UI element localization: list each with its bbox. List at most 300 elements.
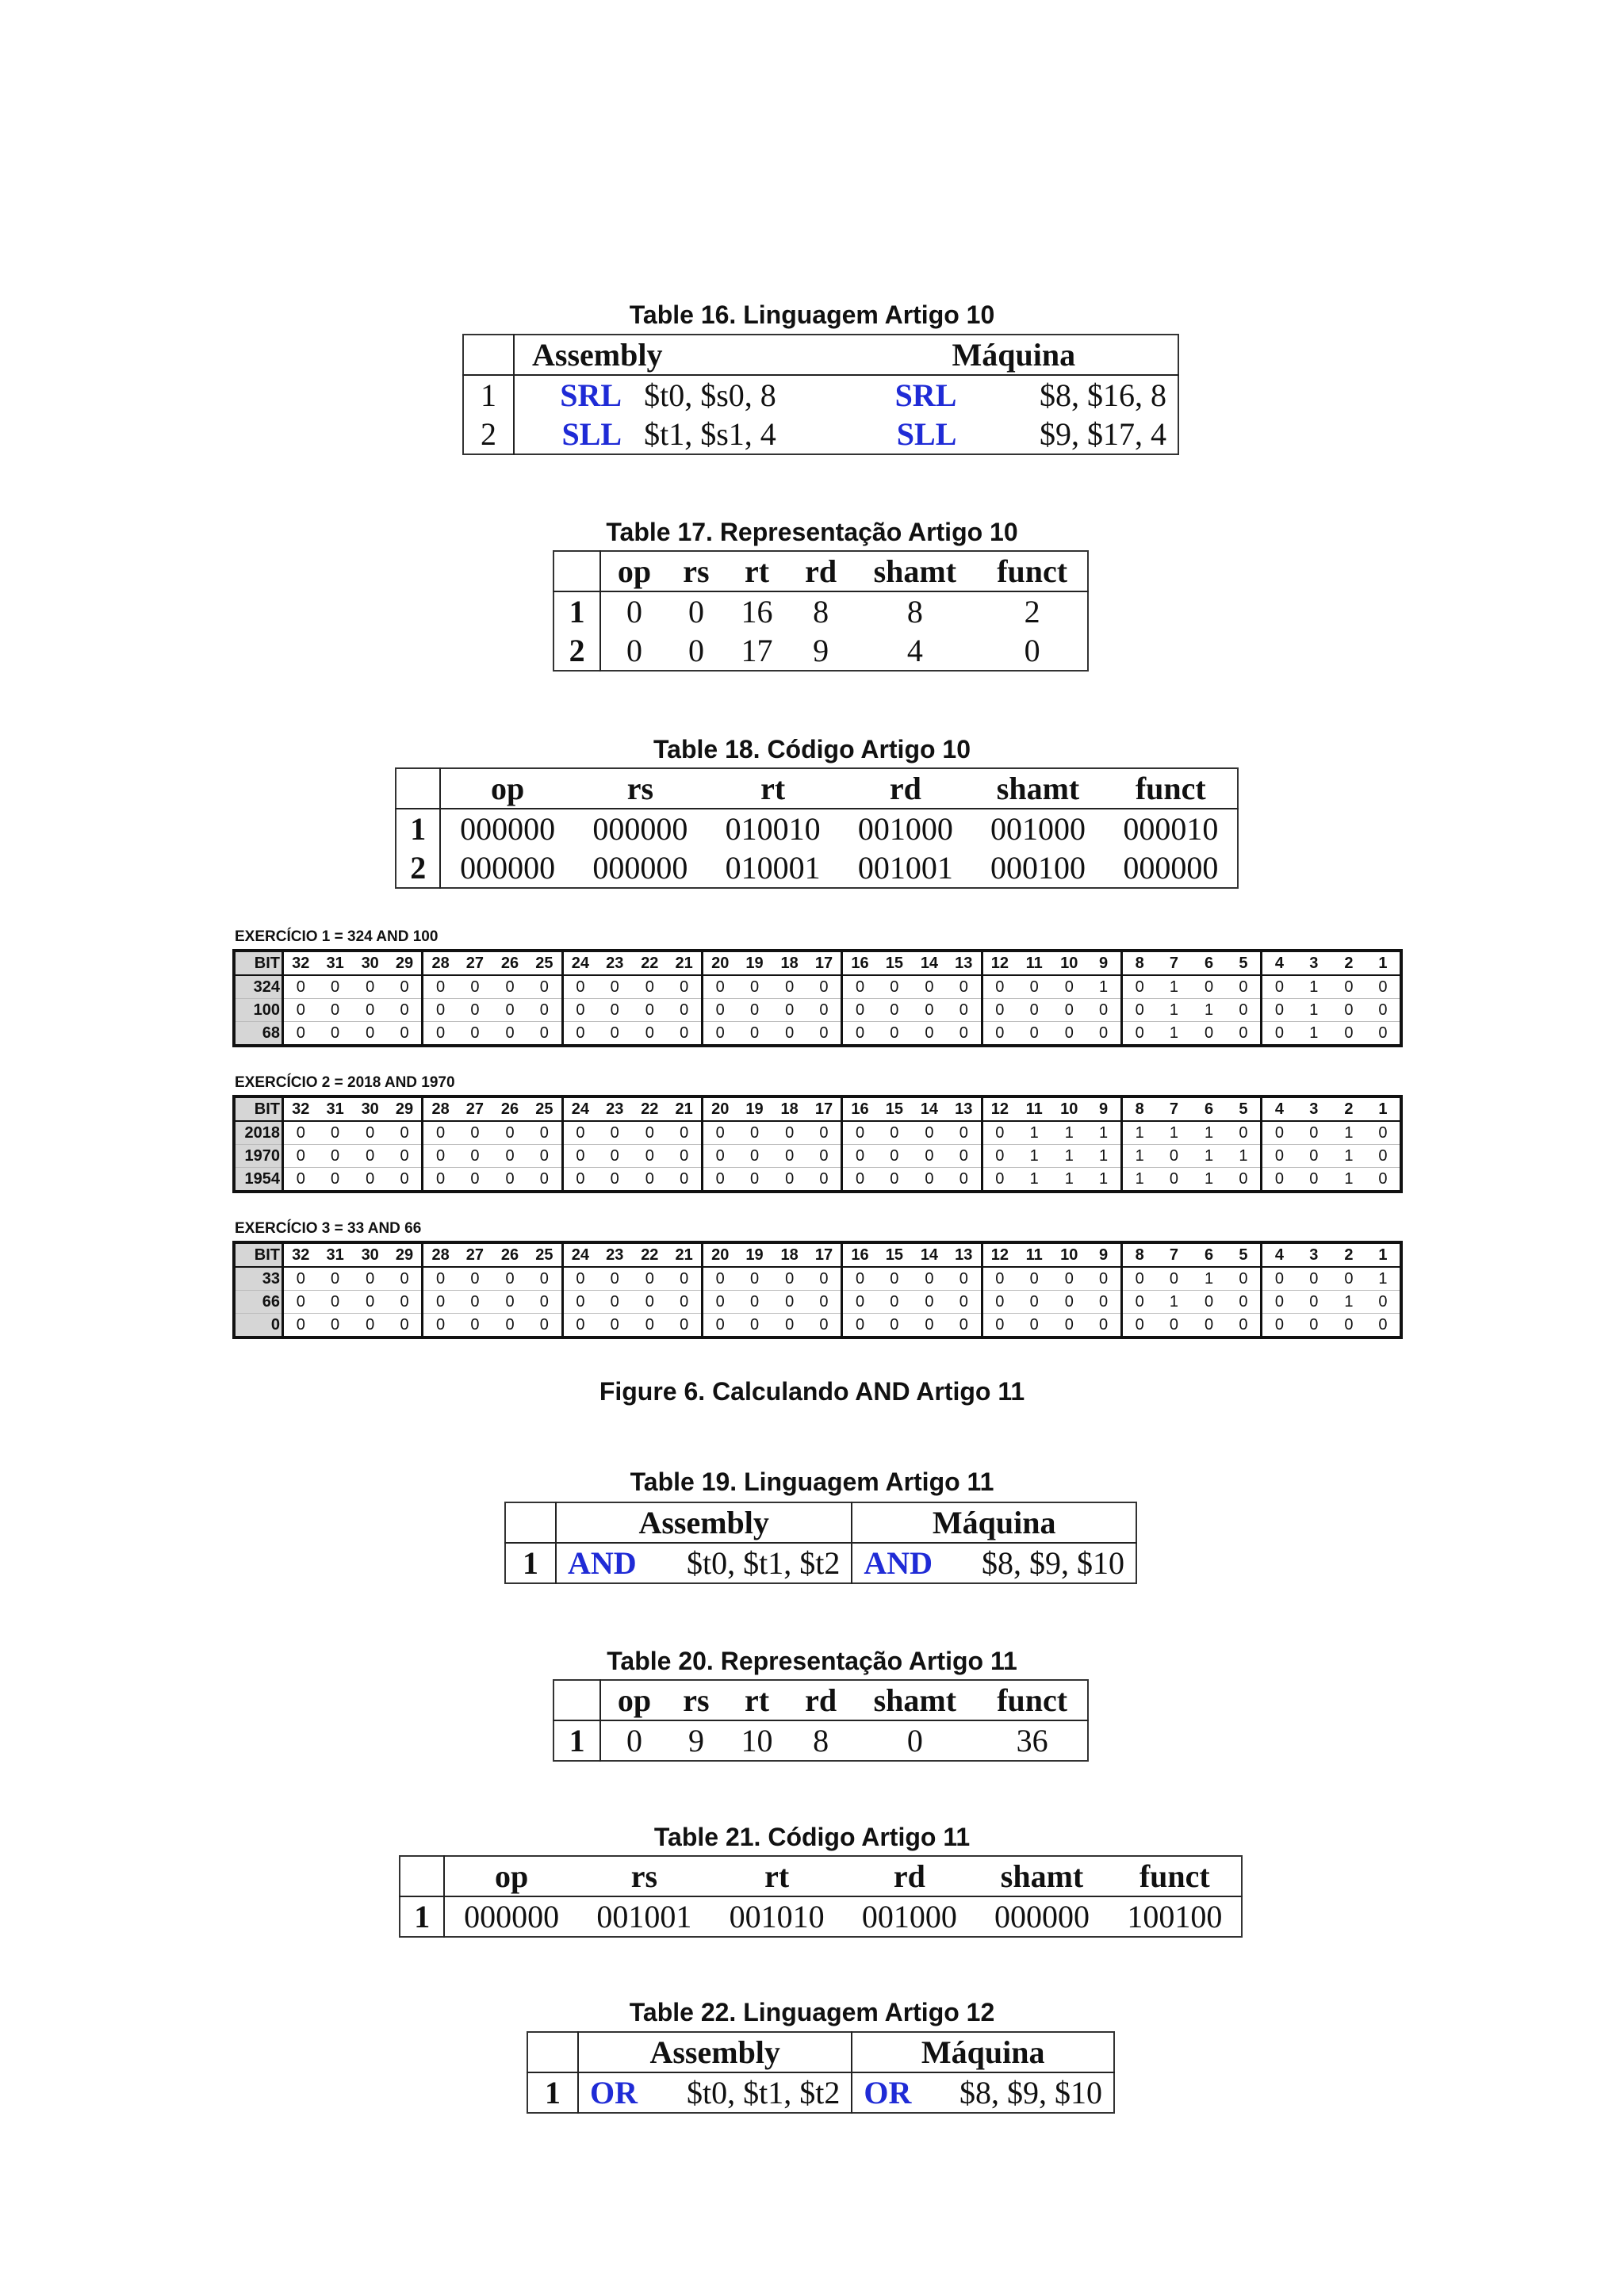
bit-value: 0 — [982, 999, 1017, 1022]
table16-caption: Table 16. Linguagem Artigo 10 — [629, 300, 995, 329]
bit-value: 0 — [667, 1121, 702, 1145]
bit-value: 0 — [877, 1022, 912, 1047]
assembly-args: $t1, $s1, 4 — [644, 416, 776, 452]
bit-label-header: BIT — [234, 1242, 283, 1267]
bit-value: 0 — [1192, 975, 1227, 999]
cell-funct: 000000 — [1123, 850, 1219, 886]
bit-value: 0 — [458, 1121, 492, 1145]
cell-funct: 36 — [1016, 1723, 1048, 1758]
bit-value: 0 — [1331, 1314, 1366, 1338]
bit-value: 0 — [807, 1168, 842, 1192]
bit-value: 0 — [353, 1145, 388, 1168]
bit-row-label: 2018 — [234, 1121, 283, 1145]
bit-value: 0 — [1262, 1145, 1297, 1168]
bit-value: 0 — [562, 1121, 597, 1145]
bit-value: 0 — [807, 1291, 842, 1314]
bit-value: 0 — [632, 1145, 667, 1168]
bit-value: 0 — [458, 1291, 492, 1314]
bit-value: 0 — [1017, 1291, 1051, 1314]
bit-value: 0 — [353, 1314, 388, 1338]
bit-position: 25 — [527, 1242, 562, 1267]
bit-value: 0 — [947, 1121, 982, 1145]
table18-row — [396, 848, 1238, 888]
col-rt: rt — [707, 768, 839, 809]
bit-value: 0 — [842, 1291, 877, 1314]
bit-value: 0 — [1156, 1168, 1191, 1192]
bit-value: 0 — [283, 1022, 318, 1047]
bit-value: 0 — [562, 1314, 597, 1338]
bit-value: 0 — [388, 1267, 423, 1291]
bit-position: 15 — [877, 951, 912, 975]
bit-value: 0 — [842, 975, 877, 999]
bit-value: 0 — [772, 975, 807, 999]
bit-value: 0 — [423, 1314, 458, 1338]
bit-position: 21 — [667, 1242, 702, 1267]
bit-position: 1 — [1366, 1096, 1401, 1121]
cell-shamt: 8 — [906, 594, 923, 629]
table21 — [399, 1855, 1243, 1938]
bit-value: 1 — [1192, 1168, 1227, 1192]
bit-value: 0 — [1262, 1291, 1297, 1314]
bit-value: 0 — [1192, 1291, 1227, 1314]
bit-value: 1 — [1192, 999, 1227, 1022]
bit-position: 30 — [353, 1096, 388, 1121]
bit-value: 0 — [632, 999, 667, 1022]
bit-row — [234, 975, 1401, 999]
row-number: 1 — [400, 1896, 444, 1937]
row-number: 1 — [553, 591, 600, 631]
bit-value: 0 — [877, 975, 912, 999]
col-rs: rs — [574, 768, 707, 809]
table19-corner — [505, 1502, 556, 1543]
bit-value: 0 — [318, 1291, 353, 1314]
bit-value: 1 — [1017, 1145, 1051, 1168]
bit-row-label: 68 — [234, 1022, 283, 1047]
col-rt: rt — [725, 1680, 789, 1720]
bit-value: 0 — [492, 999, 527, 1022]
bit-position: 12 — [982, 1096, 1017, 1121]
cell-rs: 0 — [688, 594, 704, 629]
bit-value: 0 — [737, 1145, 772, 1168]
bit-value: 0 — [772, 1267, 807, 1291]
bit-value: 0 — [667, 999, 702, 1022]
bit-value: 0 — [353, 1267, 388, 1291]
bit-value: 1 — [1297, 1022, 1331, 1047]
bit-value: 0 — [527, 1145, 562, 1168]
bit-position: 25 — [527, 951, 562, 975]
bit-value: 0 — [1366, 1314, 1401, 1338]
bit-value: 0 — [562, 999, 597, 1022]
bit-value: 0 — [283, 1291, 318, 1314]
bit-value: 0 — [1017, 975, 1051, 999]
bit-position: 9 — [1086, 1242, 1121, 1267]
assembly-args: $t0, $t1, $t2 — [657, 1543, 852, 1583]
bit-value: 0 — [597, 1291, 632, 1314]
col-rt: rt — [710, 1856, 843, 1896]
table16-header-maquina: Máquina — [850, 335, 1178, 375]
bit-value: 0 — [458, 999, 492, 1022]
bit-table — [232, 949, 1403, 1047]
bit-value: 0 — [388, 999, 423, 1022]
bit-value: 0 — [632, 1291, 667, 1314]
assembly-op: SLL — [561, 416, 622, 452]
bit-position: 23 — [597, 1242, 632, 1267]
bit-label-header: BIT — [234, 951, 283, 975]
bit-value: 0 — [1227, 999, 1262, 1022]
bit-row-label: 1954 — [234, 1168, 283, 1192]
table18-corner — [396, 768, 440, 809]
cell-rs: 9 — [688, 1723, 704, 1758]
exercise-title: EXERCÍCIO 3 = 33 AND 66 — [235, 1220, 422, 1237]
table17-row — [553, 631, 1088, 671]
bit-value: 0 — [1262, 1022, 1297, 1047]
table22-caption: Table 22. Linguagem Artigo 12 — [629, 1998, 995, 2026]
bit-value: 0 — [877, 1145, 912, 1168]
table19-caption: Table 19. Linguagem Artigo 11 — [630, 1468, 994, 1496]
bit-value: 0 — [1227, 975, 1262, 999]
bit-value: 0 — [877, 1267, 912, 1291]
bit-value: 0 — [1121, 1267, 1156, 1291]
bit-table — [232, 1095, 1403, 1193]
bit-value: 0 — [388, 1145, 423, 1168]
col-funct: funct — [1105, 768, 1238, 809]
cell-rd: 001001 — [857, 850, 953, 886]
table16-header-assembly: Assembly — [514, 335, 850, 375]
bit-value: 0 — [458, 1145, 492, 1168]
table16-row — [463, 375, 1178, 415]
table19-row — [505, 1543, 1136, 1583]
bit-value: 0 — [877, 1121, 912, 1145]
col-rs: rs — [668, 1680, 726, 1720]
machine-op: AND — [864, 1545, 933, 1581]
cell-shamt: 000100 — [990, 850, 1086, 886]
bit-position: 30 — [353, 951, 388, 975]
bit-value: 0 — [702, 1022, 737, 1047]
bit-position: 2 — [1331, 951, 1366, 975]
bit-value: 0 — [947, 1291, 982, 1314]
table20-corner — [553, 1680, 600, 1720]
bit-value: 1 — [1331, 1121, 1366, 1145]
figure6-caption: Figure 6. Calculando AND Artigo 11 — [599, 1377, 1025, 1406]
col-shamt: shamt — [852, 551, 977, 591]
bit-value: 1 — [1297, 999, 1331, 1022]
bit-value: 0 — [912, 975, 947, 999]
bit-value: 0 — [527, 1314, 562, 1338]
bit-value: 0 — [982, 1022, 1017, 1047]
bit-value: 0 — [283, 1314, 318, 1338]
bit-value: 1 — [1331, 1291, 1366, 1314]
bit-position: 15 — [877, 1096, 912, 1121]
bit-value: 0 — [877, 999, 912, 1022]
bit-value: 0 — [353, 999, 388, 1022]
cell-rd: 8 — [813, 594, 829, 629]
bit-position: 27 — [458, 951, 492, 975]
bit-value: 0 — [318, 975, 353, 999]
bit-value: 0 — [1262, 1314, 1297, 1338]
bit-value: 1 — [1121, 1121, 1156, 1145]
assembly-args: $t0, $t1, $t2 — [657, 2072, 852, 2113]
bit-value: 1 — [1297, 975, 1331, 999]
col-op: op — [440, 768, 573, 809]
bit-value: 0 — [1192, 1314, 1227, 1338]
bit-value: 0 — [527, 1291, 562, 1314]
row-number: 2 — [463, 415, 514, 454]
bit-position: 3 — [1297, 1242, 1331, 1267]
bit-value: 0 — [597, 1168, 632, 1192]
bit-position: 19 — [737, 1242, 772, 1267]
machine-op: OR — [864, 2075, 912, 2110]
table19-header-assembly: Assembly — [556, 1502, 852, 1543]
machine-args: $8, $9, $10 — [982, 1545, 1124, 1581]
bit-value: 0 — [597, 1022, 632, 1047]
bit-position: 10 — [1051, 951, 1086, 975]
bit-value: 0 — [632, 1121, 667, 1145]
bit-position: 17 — [807, 1096, 842, 1121]
table22-corner — [527, 2032, 578, 2072]
bit-value: 0 — [423, 975, 458, 999]
bit-position: 31 — [318, 1242, 353, 1267]
table21-caption: Table 21. Código Artigo 11 — [653, 1823, 971, 1851]
bit-value: 0 — [737, 1314, 772, 1338]
bit-value: 1 — [1156, 1022, 1191, 1047]
bit-value: 1 — [1086, 1168, 1121, 1192]
bit-value: 0 — [877, 1314, 912, 1338]
bit-value: 0 — [702, 1168, 737, 1192]
bit-value: 0 — [527, 1121, 562, 1145]
bit-position: 28 — [423, 951, 458, 975]
table17 — [553, 550, 1089, 672]
bit-row — [234, 1291, 1401, 1314]
bit-position: 7 — [1156, 951, 1191, 975]
bit-position: 20 — [702, 951, 737, 975]
bit-value: 1 — [1121, 1145, 1156, 1168]
bit-value: 0 — [1121, 1291, 1156, 1314]
bit-position: 31 — [318, 1096, 353, 1121]
cell-rd: 001000 — [857, 811, 953, 847]
bit-value: 1 — [1156, 1291, 1191, 1314]
bit-position: 28 — [423, 1242, 458, 1267]
bit-position: 21 — [667, 951, 702, 975]
bit-position: 18 — [772, 1096, 807, 1121]
cell-rt: 16 — [741, 594, 773, 629]
bit-header-row — [234, 1096, 1401, 1121]
bit-row-label: 33 — [234, 1267, 283, 1291]
bit-value: 0 — [982, 975, 1017, 999]
bit-position: 12 — [982, 1242, 1017, 1267]
bit-position: 20 — [702, 1096, 737, 1121]
bit-value: 0 — [1227, 1291, 1262, 1314]
cell-rt: 17 — [741, 633, 773, 668]
bit-value: 0 — [1262, 975, 1297, 999]
bit-value: 0 — [458, 1314, 492, 1338]
bit-value: 1 — [1192, 1267, 1227, 1291]
bit-value: 0 — [1017, 1314, 1051, 1338]
bit-value: 0 — [562, 1022, 597, 1047]
cell-rs: 000000 — [592, 850, 688, 886]
row-number: 2 — [553, 631, 600, 671]
bit-table — [232, 1241, 1403, 1339]
table16 — [462, 334, 1179, 455]
bit-value: 0 — [912, 1314, 947, 1338]
bit-position: 22 — [632, 951, 667, 975]
col-rs: rs — [578, 1856, 710, 1896]
bit-value: 0 — [807, 1145, 842, 1168]
bit-value: 0 — [1331, 1022, 1366, 1047]
bit-position: 17 — [807, 951, 842, 975]
bit-position: 25 — [527, 1096, 562, 1121]
bit-value: 0 — [772, 1314, 807, 1338]
bit-value: 0 — [807, 999, 842, 1022]
bit-value: 0 — [388, 1168, 423, 1192]
bit-value: 0 — [492, 1314, 527, 1338]
bit-value: 0 — [1227, 1121, 1262, 1145]
bit-value: 0 — [597, 1314, 632, 1338]
bit-position: 6 — [1192, 1096, 1227, 1121]
bit-value: 0 — [597, 1121, 632, 1145]
cell-shamt: 4 — [906, 633, 923, 668]
bit-value: 1 — [1051, 1145, 1086, 1168]
bit-value: 0 — [283, 1121, 318, 1145]
bit-value: 0 — [737, 975, 772, 999]
bit-value: 0 — [1051, 1291, 1086, 1314]
table21-corner — [400, 1856, 444, 1896]
bit-position: 8 — [1121, 951, 1156, 975]
bit-value: 0 — [527, 1022, 562, 1047]
table21-row — [400, 1896, 1242, 1937]
bit-value: 0 — [702, 999, 737, 1022]
bit-value: 0 — [1297, 1168, 1331, 1192]
bit-value: 0 — [1297, 1145, 1331, 1168]
bit-value: 0 — [1121, 1314, 1156, 1338]
table20-row — [553, 1720, 1088, 1761]
table20 — [553, 1679, 1089, 1762]
cell-op: 000000 — [460, 850, 556, 886]
bit-value: 0 — [423, 1291, 458, 1314]
bit-position: 29 — [388, 1096, 423, 1121]
bit-value: 0 — [1331, 975, 1366, 999]
bit-value: 0 — [1262, 1121, 1297, 1145]
bit-value: 0 — [1227, 1168, 1262, 1192]
bit-value: 0 — [388, 1314, 423, 1338]
bit-value: 1 — [1121, 1168, 1156, 1192]
col-rd: rd — [839, 768, 971, 809]
bit-position: 5 — [1227, 951, 1262, 975]
bit-position: 10 — [1051, 1096, 1086, 1121]
cell-op: 0 — [626, 1723, 642, 1758]
bit-position: 9 — [1086, 1096, 1121, 1121]
bit-position: 16 — [842, 1242, 877, 1267]
bit-position: 32 — [283, 1096, 318, 1121]
bit-value: 0 — [982, 1267, 1017, 1291]
cell-rd: 001000 — [861, 1899, 957, 1934]
bit-position: 23 — [597, 951, 632, 975]
bit-value: 0 — [807, 1022, 842, 1047]
bit-value: 0 — [1366, 1022, 1401, 1047]
bit-value: 0 — [702, 1121, 737, 1145]
bit-value: 1 — [1086, 1121, 1121, 1145]
bit-position: 19 — [737, 1096, 772, 1121]
bit-value: 0 — [388, 1121, 423, 1145]
bit-value: 0 — [458, 1168, 492, 1192]
bit-value: 0 — [632, 1267, 667, 1291]
col-rd: rd — [789, 1680, 853, 1720]
bit-value: 0 — [423, 1145, 458, 1168]
bit-value: 0 — [807, 1121, 842, 1145]
table22-header-maquina: Máquina — [852, 2032, 1114, 2072]
bit-value: 0 — [807, 975, 842, 999]
bit-value: 0 — [912, 1267, 947, 1291]
col-op: op — [600, 551, 667, 591]
cell-rs: 0 — [688, 633, 704, 668]
bit-value: 0 — [737, 1022, 772, 1047]
bit-position: 4 — [1262, 1096, 1297, 1121]
table18 — [395, 767, 1239, 889]
bit-position: 11 — [1017, 1242, 1051, 1267]
bit-value: 0 — [597, 1267, 632, 1291]
assembly-op: SRL — [560, 377, 622, 413]
bit-value: 1 — [1156, 975, 1191, 999]
bit-position: 11 — [1017, 951, 1051, 975]
bit-value: 0 — [1156, 1314, 1191, 1338]
bit-value: 0 — [562, 1168, 597, 1192]
bit-value: 0 — [842, 1314, 877, 1338]
bit-value: 0 — [982, 1145, 1017, 1168]
bit-value: 0 — [842, 1168, 877, 1192]
bit-value: 0 — [1121, 1022, 1156, 1047]
bit-value: 0 — [283, 999, 318, 1022]
bit-position: 18 — [772, 951, 807, 975]
bit-value: 0 — [912, 1145, 947, 1168]
bit-position: 10 — [1051, 1242, 1086, 1267]
bit-value: 0 — [1051, 999, 1086, 1022]
bit-value: 0 — [947, 999, 982, 1022]
exercise-title: EXERCÍCIO 2 = 2018 AND 1970 — [235, 1074, 455, 1091]
bit-value: 0 — [737, 1121, 772, 1145]
bit-row — [234, 1168, 1401, 1192]
cell-funct: 0 — [1024, 633, 1040, 668]
table20-caption: Table 20. Representação Artigo 11 — [607, 1647, 1017, 1675]
bit-value: 0 — [702, 1291, 737, 1314]
bit-value: 1 — [1051, 1168, 1086, 1192]
bit-value: 0 — [1051, 1267, 1086, 1291]
bit-value: 0 — [772, 999, 807, 1022]
bit-value: 0 — [772, 1145, 807, 1168]
bit-position: 12 — [982, 951, 1017, 975]
bit-value: 0 — [1227, 1022, 1262, 1047]
table18-caption: Table 18. Código Artigo 10 — [653, 735, 971, 763]
row-number: 1 — [505, 1543, 556, 1583]
bit-row-label: 1970 — [234, 1145, 283, 1168]
bit-header-row — [234, 1242, 1401, 1267]
bit-value: 0 — [423, 1022, 458, 1047]
bit-position: 4 — [1262, 1242, 1297, 1267]
bit-value: 0 — [842, 1121, 877, 1145]
bit-value: 0 — [388, 1022, 423, 1047]
bit-position: 29 — [388, 1242, 423, 1267]
bit-value: 0 — [458, 1022, 492, 1047]
bit-value: 1 — [1156, 1121, 1191, 1145]
bit-value: 0 — [1156, 1267, 1191, 1291]
bit-value: 0 — [947, 1314, 982, 1338]
bit-position: 6 — [1192, 951, 1227, 975]
cell-shamt: 000000 — [994, 1899, 1090, 1934]
bit-value: 0 — [318, 1267, 353, 1291]
bit-value: 1 — [1156, 999, 1191, 1022]
bit-value: 0 — [1086, 1314, 1121, 1338]
cell-op: 000000 — [464, 1899, 560, 1934]
bit-value: 0 — [1262, 999, 1297, 1022]
bit-value: 0 — [283, 1267, 318, 1291]
